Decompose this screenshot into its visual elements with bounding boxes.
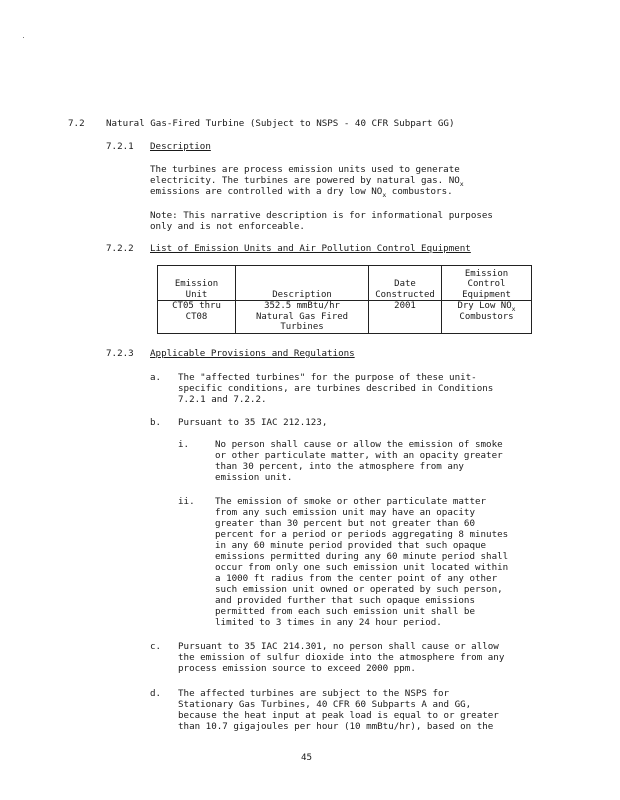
item-b-i-line: emission unit. [215,472,293,483]
item-b-i-line: No person shall cause or allow the emission of smoke [215,439,503,450]
equipment-heading: List of Emission Units and Air Pollution Control Equipment [150,243,471,254]
item-d-line: than 10.7 gigajoules per hour (10 mmBtu/hr), based on the [178,721,494,732]
item-b-i-label: i. [178,439,190,450]
item-b-ii-line: The emission of smoke or other particulate matter [215,496,487,507]
item-b-i-line: or other particulate matter, with an opacity greater [215,450,503,461]
page-number: 45 [301,752,313,763]
item-b-ii-line: a 1000 ft radius from the center point of any other [215,573,498,584]
cell-date: 2001 [369,301,442,334]
item-a-line: specific conditions, are turbines described in Conditions [178,383,494,394]
item-d-line: Stationary Gas Turbines, 40 CFR 60 Subparts A and GG, [178,699,472,710]
note-line: Note: This narrative description is for informational purposes [150,210,493,221]
header-control-equipment: Emission Control Equipment [442,266,532,301]
note-line: only and is not enforceable. [150,221,305,232]
description-heading: Description [150,141,211,152]
item-b-ii-line: limited to 3 times in any 24 hour period. [215,617,442,628]
item-b-ii-line: and provided further that such opaque emissions [215,595,475,606]
item-b-ii-line: greater than 30 percent but not greater than 60 [215,518,475,529]
item-b-ii-line: percent for a period or periods aggregating 8 minutes [215,529,509,540]
equipment-table [157,265,532,334]
description-line: The turbines are process emission units used to generate [150,164,460,175]
item-a-label: a. [150,372,162,383]
cell-unit: CT05 thru CT08 [158,301,236,334]
section-number: 7.2 [68,118,85,129]
item-c-label: c. [150,641,162,652]
item-b-ii-line: occur from only one such emission unit located within [215,562,509,573]
item-c-line: Pursuant to 35 IAC 214.301, no person shall cause or allow [178,641,499,652]
header-emission-unit: Emission Unit [158,266,236,301]
item-b-i-line: than 30 percent, into the atmosphere from any [215,461,464,472]
table-header-row [158,266,532,301]
item-a-line: The "affected turbines" for the purpose of these unit- [178,372,477,383]
item-d-line: because the heat input at peak load is equal to or greater [178,710,499,721]
item-b-line: Pursuant to 35 IAC 212.123, [178,417,328,428]
description-number: 7.2.1 [106,141,134,152]
item-a-line: 7.2.1 and 7.2.2. [178,394,267,405]
table-row [158,301,532,334]
scan-speck [23,37,24,38]
item-b-ii-line: from any such emission unit may have an opacity [215,507,475,518]
item-d-label: d. [150,688,162,699]
cell-description: 352.5 mmBtu/hr Natural Gas Fired Turbines [236,301,369,334]
item-b-ii-label: ii. [178,496,195,507]
item-d-line: The affected turbines are subject to the NSPS for [178,688,450,699]
item-b-ii-line: such emission unit owned or operated by such person, [215,584,503,595]
provisions-heading: Applicable Provisions and Regulations [150,348,355,359]
item-c-line: the emission of sulfur dioxide into the atmosphere from any [178,652,505,663]
provisions-number: 7.2.3 [106,348,134,359]
item-b-ii-line: permitted from each such emission unit shall be [215,606,475,617]
section-title: Natural Gas-Fired Turbine (Subject to NSPS - 40 CFR Subpart GG) [106,118,455,129]
header-description: Description [236,266,369,301]
item-b-ii-line: emissions permitted during any 60 minute period shall [215,551,509,562]
item-b-ii-line: in any 60 minute period provided that such opaque [215,540,487,551]
description-line: emissions are controlled with a dry low $NO_x$ combustors. [150,186,453,199]
cell-control: Dry Low $NO_x$ Combustors [442,301,532,334]
item-b-label: b. [150,417,162,428]
description-line: electricity. The turbines are powered by natural gas. $NO_x$ [150,175,464,188]
item-c-line: process emission source to exceed 2000 ppm. [178,663,416,674]
header-date-constructed: Date Constructed [369,266,442,301]
equipment-number: 7.2.2 [106,243,134,254]
